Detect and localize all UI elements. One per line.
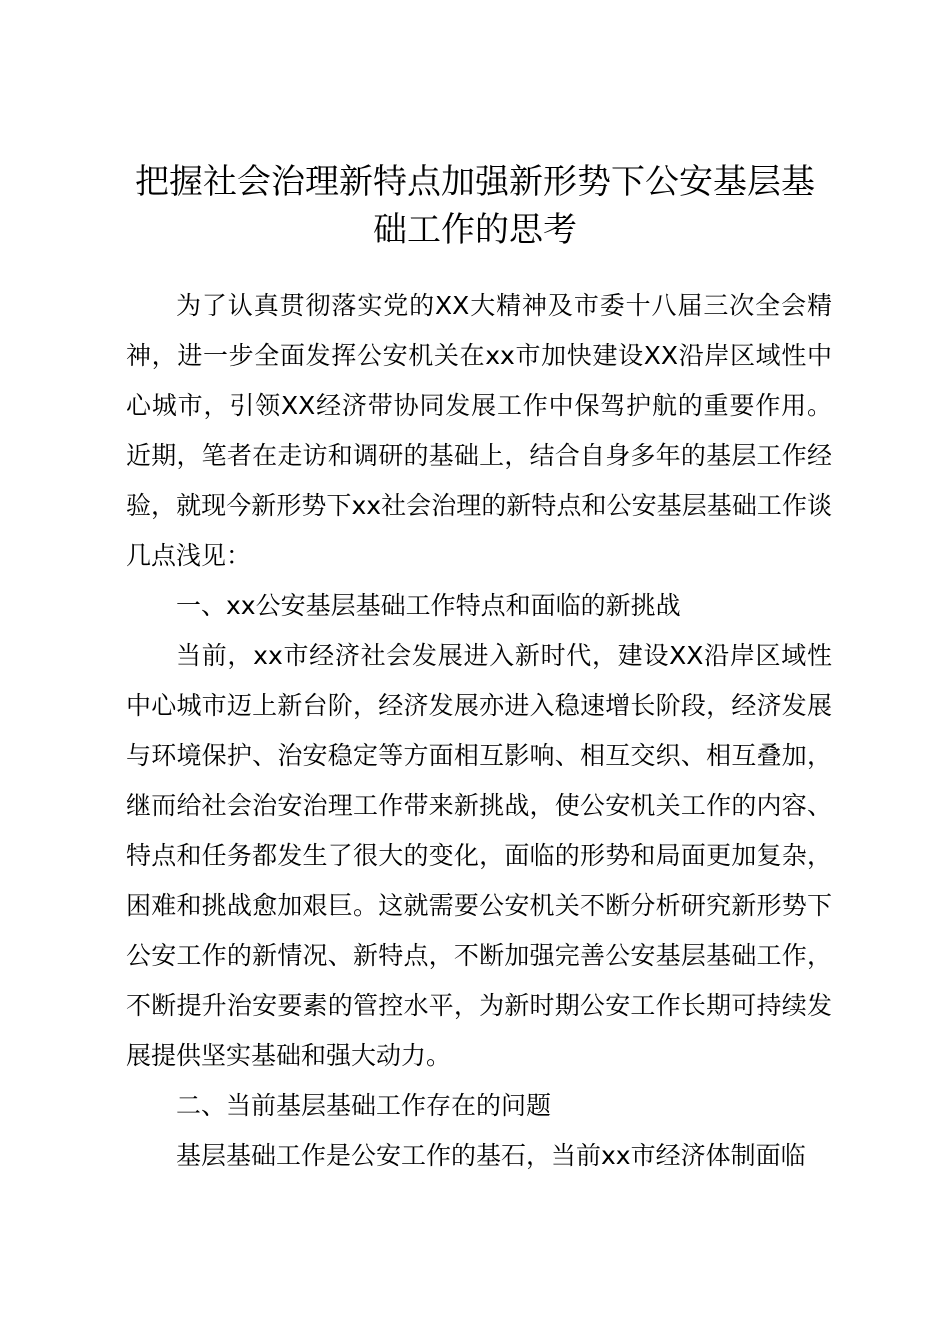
section-2-paragraph: 基层基础工作是公安工作的基石，当前xx市经济体制面临 [176, 1141, 806, 1170]
document-title: 把握社会治理新特点加强新形势下公安基层基础工作的思考 [135, 162, 815, 250]
section-1-paragraph: 当前，xx市经济社会发展进入新时代，建设XX沿岸区域性中心城市迈上新台阶，经济发展亦进入稳速增长阶段，经济发展与环境保护、治安稳定等方面相互影响、相互交织、相互叠加，继而给社会治安治理工作带来新挑战，使公安机关工作的内容、特点和任务都发生了很大的变化，面临的形势和局面更加复杂，困难和挑战愈加艰巨。这就需要公安机关不断分析研究新形势下公安工作的新情况、新特点，不断加强完善公安基层基础工作，不断提升治安要素的管控水平，为新时期公安工作长期可持续发展提供坚实基础和强大动力。 [126, 641, 832, 1070]
section-heading-2: 二、当前基层基础工作存在的问题 [176, 1091, 552, 1120]
section-heading-1: 一、xx公安基层基础工作特点和面临的新挑战 [176, 591, 681, 620]
intro-paragraph: 为了认真贯彻落实党的XX大精神及市委十八届三次全会精神，进一步全面发挥公安机关在xx市加快建设XX沿岸区域性中心城市，引领XX经济带协同发展工作中保驾护航的重要作用。近期，笔者在走访和调研的基础上，结合自身多年的基层工作经验，就现今新形势下xx社会治理的新特点和公安基层基础工作谈几点浅见： [126, 291, 832, 570]
